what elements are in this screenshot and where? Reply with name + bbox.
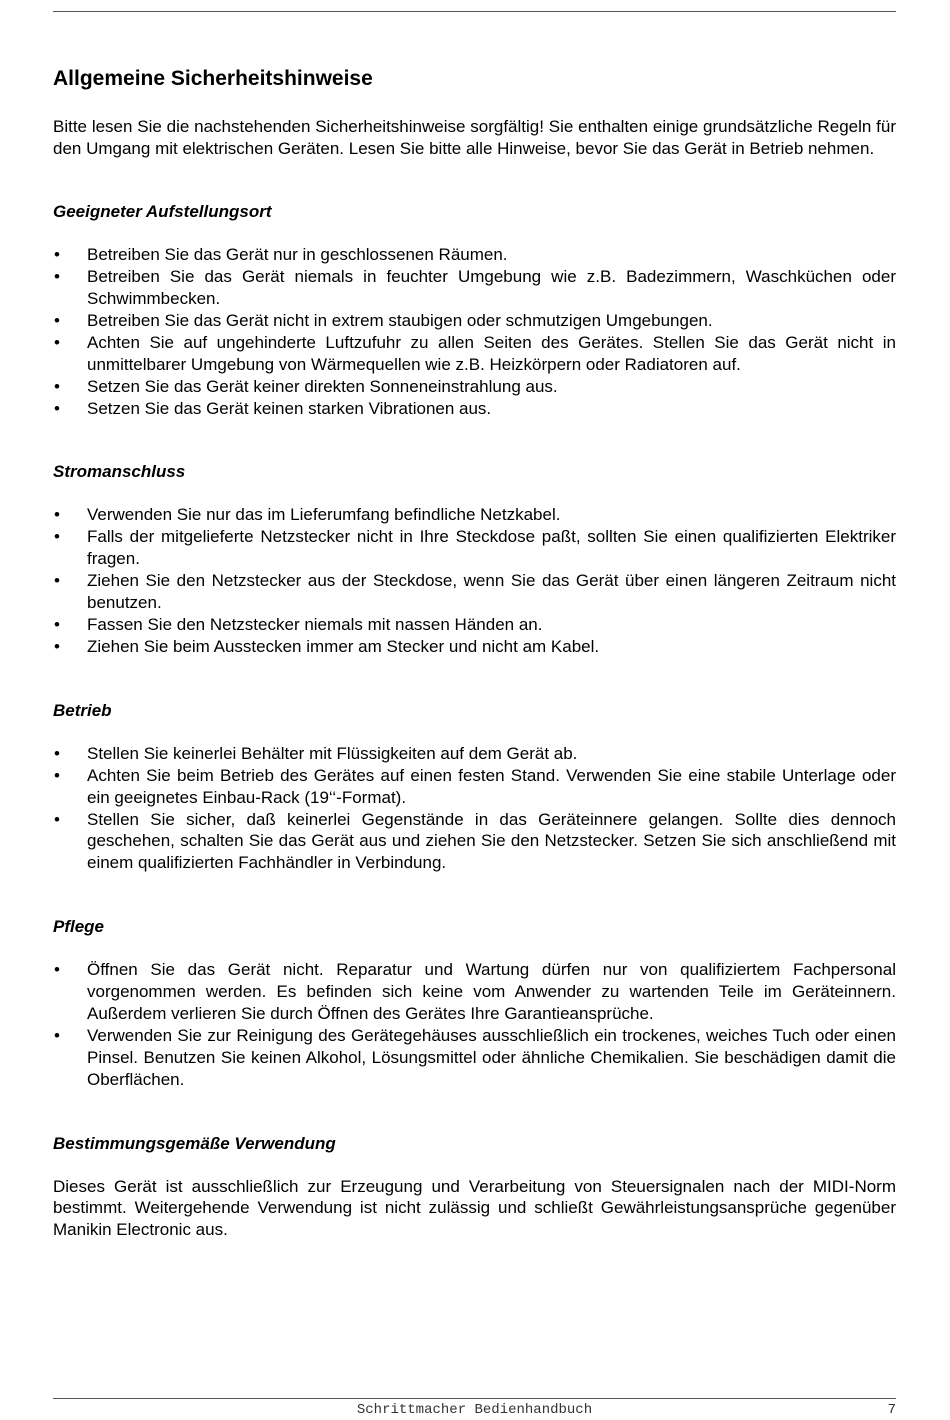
header-rule [53,11,896,12]
page-heading: Allgemeine Sicherheitshinweise [53,67,373,90]
section-pflege [53,916,896,1090]
section-title: Betrieb [53,700,112,720]
list-item: • Setzen Sie das Gerät keiner direkten Sonneneinstrahlung aus. [53,376,896,398]
list-item: • Stellen Sie keinerlei Behälter mit Flüssigkeiten auf dem Gerät ab. [53,743,896,765]
list-item: • Verwenden Sie zur Reinigung des Gerätegehäuses ausschließlich ein trockenes, weiches Tuch oder einen Pinsel. Benutzen Sie keinen Alkohol, Lösungsmittel oder ähnliche Chemikalien. Sie beschädigen damit die Oberflächen. [53,1025,896,1091]
section-title: Stromanschluss [53,462,186,482]
section-aufstellungsort [53,201,896,419]
section-betrieb [53,700,896,874]
list-item: • Betreiben Sie das Gerät niemals in feuchter Umgebung wie z.B. Badezimmern, Waschküchen oder Schwimmbecken. [53,266,896,310]
list-item: • Falls der mitgelieferte Netzstecker nicht in Ihre Steckdose paßt, sollten Sie einen qualifizierten Elektriker fragen. [53,526,896,570]
bullet-list [53,244,896,419]
bullet-list [53,743,896,874]
document-body [53,66,896,1240]
section-title: Geeigneter Aufstellungsort [53,202,272,222]
section-stromanschluss [53,461,896,657]
bullet-list [53,504,896,657]
footer-title: Schrittmacher Bedienhandbuch [356,1402,593,1418]
section-title: Bestimmungsgemäße Verwendung [53,1133,336,1153]
list-item: • Ziehen Sie beim Ausstecken immer am Stecker und nicht am Kabel. [53,636,896,658]
list-item: • Achten Sie beim Betrieb des Gerätes auf einen festen Stand. Verwenden Sie eine stabile Unterlage oder ein geeignetes Einbau-Rack (19‘‘-Format). [53,765,896,809]
page-number: 7 [887,1402,896,1418]
intro-paragraph: Bitte lesen Sie die nachstehenden Sicherheitshinweise sorgfältig! Sie enthalten einige grundsätzliche Regeln für den Umgang mit elektrischen Geräten. Lesen Sie bitte alle Hinweise, bevor Sie das Gerät in Betrieb nehmen. [53,117,896,158]
list-item: • Fassen Sie den Netzstecker niemals mit nassen Händen an. [53,614,896,636]
section-verwendung [53,1133,896,1241]
list-item: • Ziehen Sie den Netzstecker aus der Steckdose, wenn Sie das Gerät über einen längeren Zeitraum nicht benutzen. [53,570,896,614]
list-item: • Öffnen Sie das Gerät nicht. Reparatur und Wartung dürfen nur von qualifiziertem Fachpersonal vorgenommen werden. Es befinden sich keine vom Anwender zu wartenden Teile im Geräteinnern. Außerdem verlieren Sie durch Öffnen des Gerätes Ihre Garantieansprüche. [53,959,896,1025]
section-paragraph: Dieses Gerät ist ausschließlich zur Erzeugung und Verarbeitung von Steuersignalen nach der MIDI-Norm bestimmt. Weitergehende Verwendung ist nicht zulässig und schließt Gewährleistungsansprüche gegenüber Manikin Electronic aus. [53,1176,896,1239]
list-item: • Achten Sie auf ungehinderte Luftzufuhr zu allen Seiten des Gerätes. Stellen Sie das Gerät nicht in unmittelbarer Umgebung von Wärmequellen wie z.B. Heizkörpern oder Radiatoren auf. [53,332,896,376]
section-title: Pflege [53,917,105,937]
page-footer [53,1402,896,1420]
list-item: • Betreiben Sie das Gerät nicht in extrem staubigen oder schmutzigen Umgebungen. [53,310,896,332]
footer-rule [53,1398,896,1399]
bullet-list [53,959,896,1090]
list-item: • Setzen Sie das Gerät keinen starken Vibrationen aus. [53,398,896,420]
list-item: • Betreiben Sie das Gerät nur in geschlossenen Räumen. [53,244,896,266]
list-item: • Stellen Sie sicher, daß keinerlei Gegenstände in das Geräteinnere gelangen. Sollte dies dennoch geschehen, schalten Sie das Gerät aus und ziehen Sie den Netzstecker. Setzen Sie sich anschließend mit einem qualifizierten Fachhändler in Verbindung. [53,809,896,875]
list-item: • Verwenden Sie nur das im Lieferumfang befindliche Netzkabel. [53,504,896,526]
